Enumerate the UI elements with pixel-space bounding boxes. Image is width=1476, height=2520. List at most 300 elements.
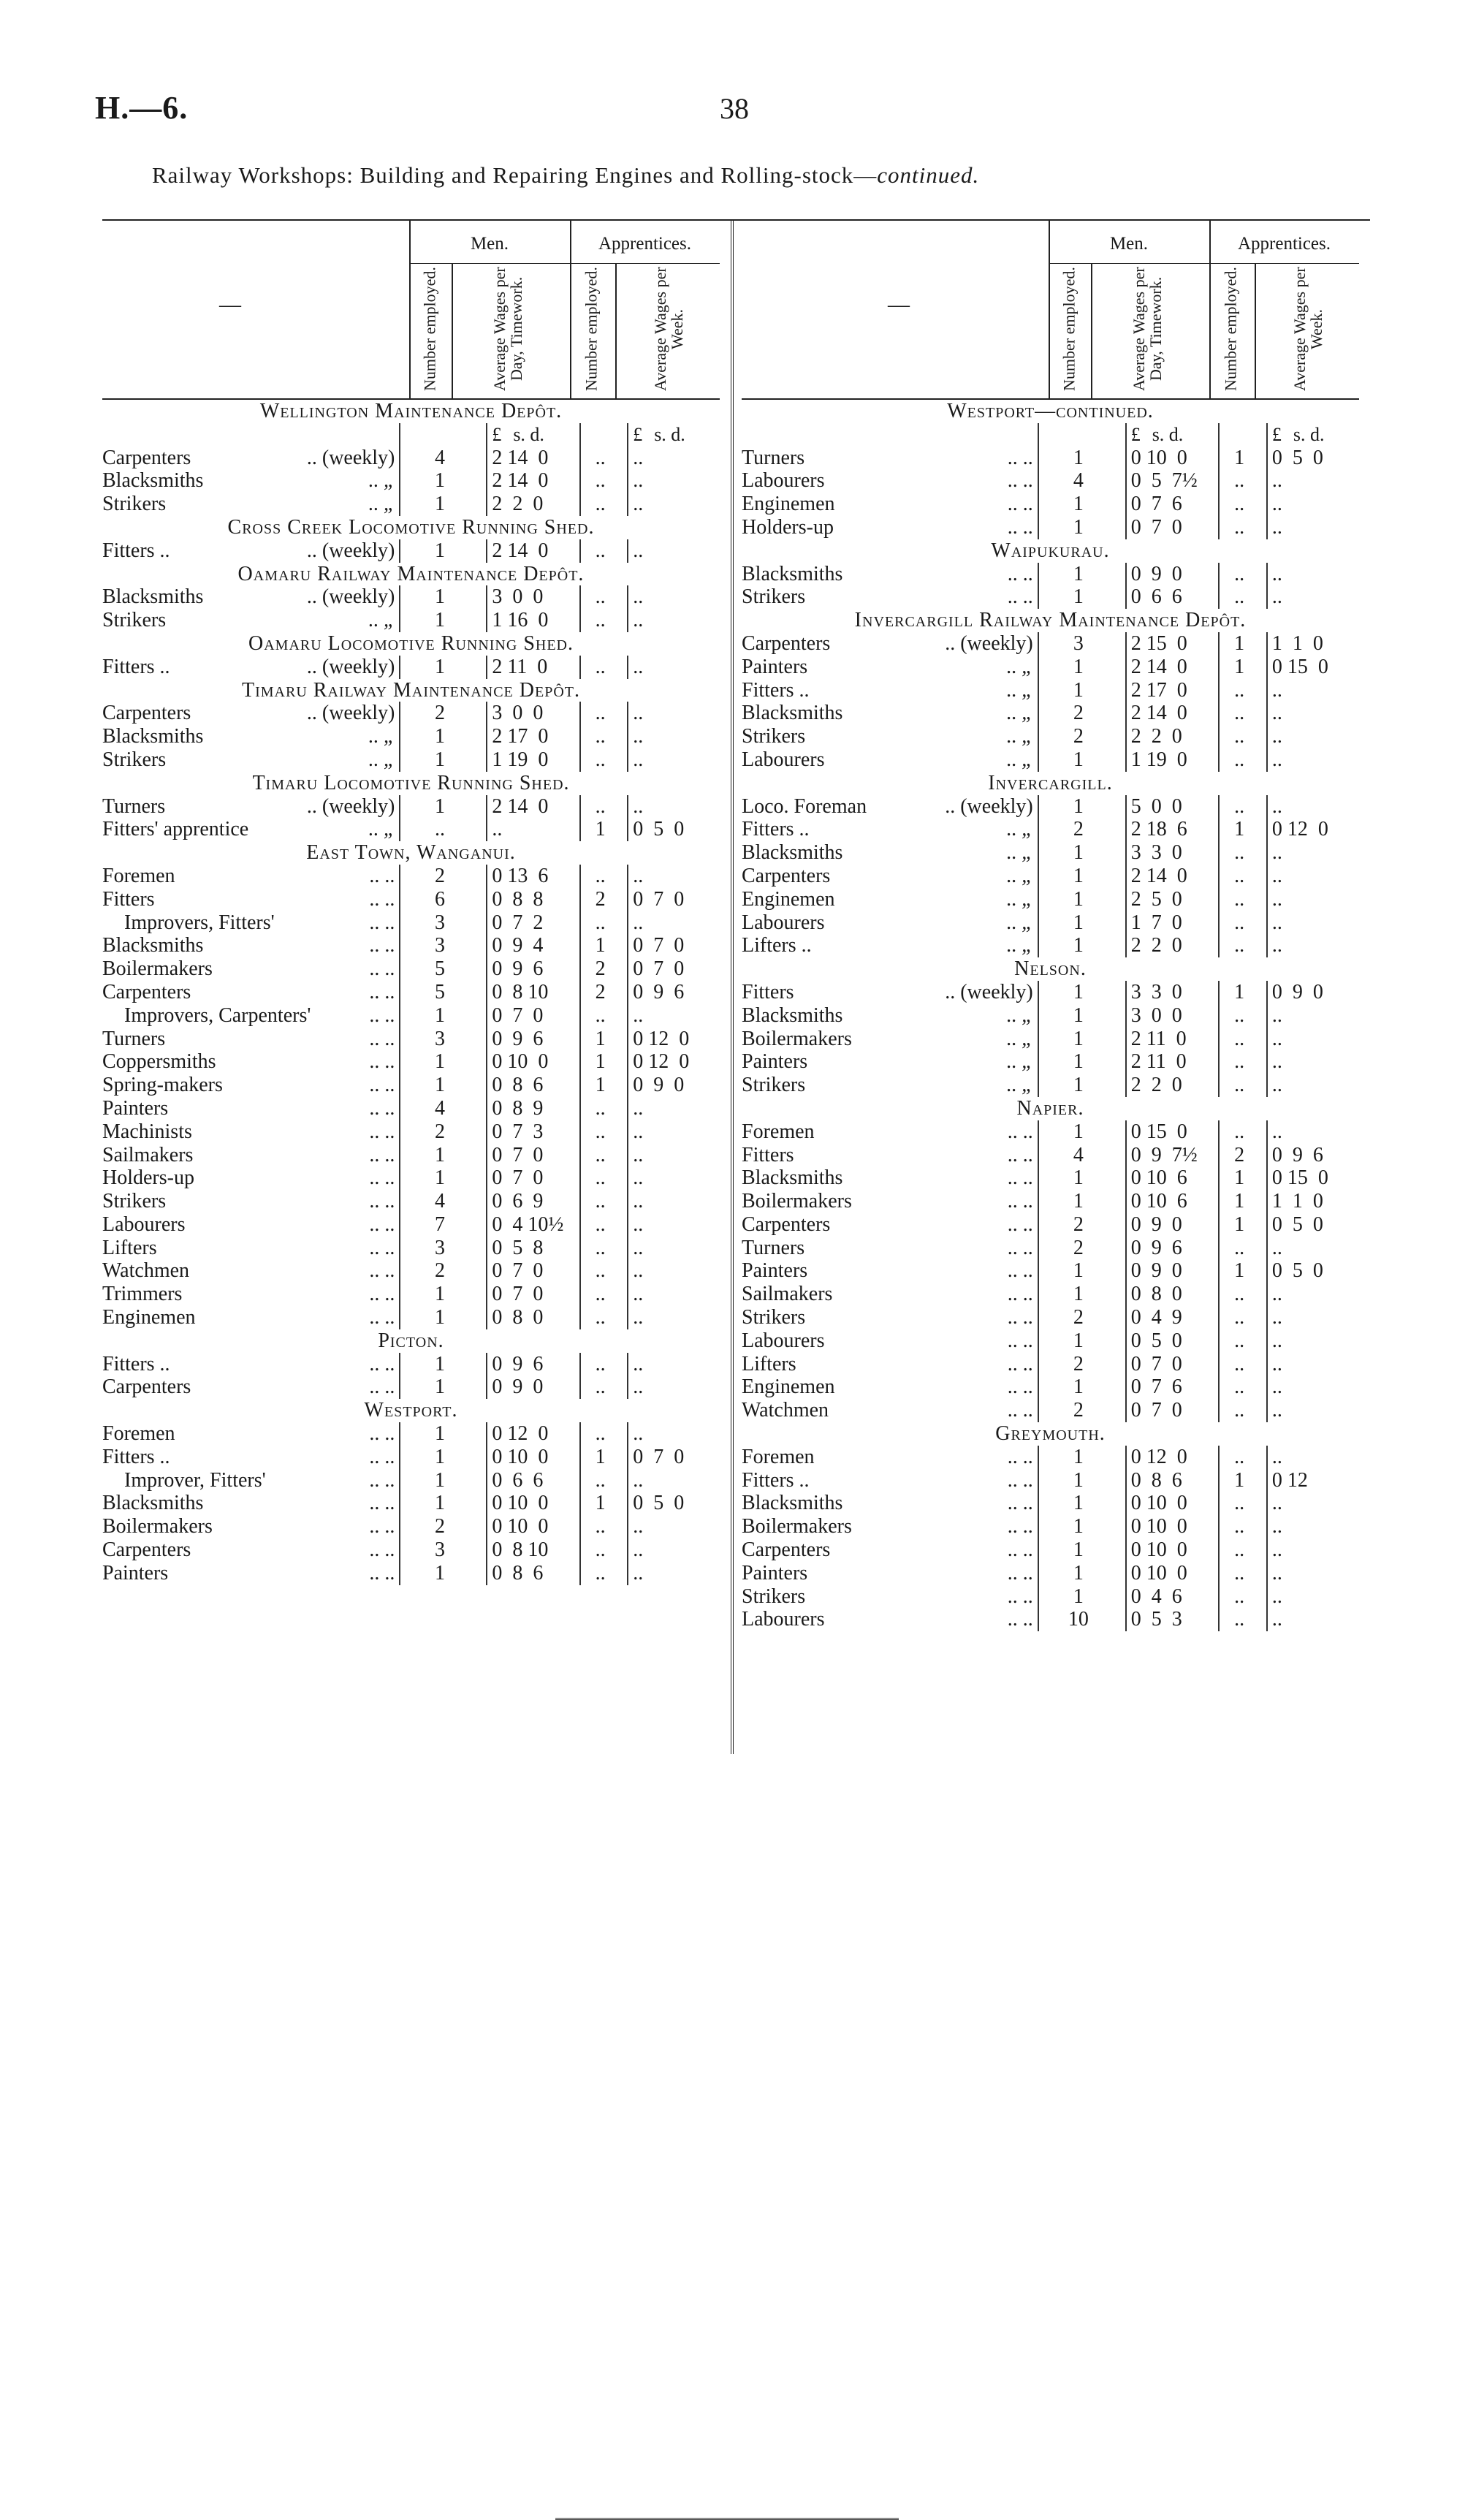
- apprentice-wage: ..: [628, 1237, 720, 1260]
- section-title: Timaru Locomotive Running Shed.: [252, 771, 570, 794]
- basis-note: .. „: [1006, 702, 1033, 725]
- apprentice-number: ..: [580, 865, 620, 888]
- basis-note: .. ..: [369, 1096, 395, 1120]
- trade-name: Boilermakers: [742, 1027, 852, 1050]
- basis: „: [1022, 887, 1033, 911]
- men-wage: 2 14 0: [1126, 702, 1219, 725]
- men-wage: 2 2 0: [487, 493, 579, 516]
- table-row: [742, 1120, 1359, 1144]
- men-number: 1: [400, 1144, 479, 1167]
- men-wage: 0 12 0: [487, 1422, 579, 1446]
- basis-note: .. ..: [369, 1050, 395, 1074]
- apprentice-number: 1: [1219, 632, 1259, 656]
- men-number: 1: [1038, 563, 1118, 586]
- men-number: 2: [1038, 1353, 1118, 1376]
- basis-note: .. ..: [369, 1120, 395, 1143]
- section-title: East Town, Wanganui.: [306, 841, 516, 865]
- apprentice-wage: ..: [628, 1283, 720, 1306]
- apprentice-number: 1: [580, 1446, 620, 1469]
- table-row: [742, 563, 1359, 586]
- basis-note: .. (weekly): [945, 980, 1033, 1003]
- trade-name: Boilermakers: [102, 1515, 213, 1538]
- table-row: [742, 911, 1359, 935]
- men-number: 1: [1038, 1585, 1118, 1609]
- apprentice-wage: ..: [628, 1469, 720, 1492]
- trade-name: Painters: [742, 1050, 808, 1074]
- table-row: [102, 1306, 720, 1329]
- section-title: Oamaru Railway Maintenance Depôt.: [237, 562, 585, 585]
- table-row: [742, 447, 1359, 470]
- apprentice-number: ..: [580, 1237, 620, 1260]
- basis: (weekly): [322, 539, 395, 562]
- basis-note: .. ..: [369, 1236, 395, 1259]
- stub-dash: —: [219, 292, 241, 316]
- men-wage: 0 4 10½: [487, 1213, 579, 1237]
- men-number: 1: [400, 539, 479, 563]
- table-row: [102, 748, 720, 772]
- men-wage: 3 0 0: [487, 585, 579, 609]
- men-number: 1: [1038, 516, 1118, 539]
- trade-name: Fitters ..: [102, 1352, 170, 1375]
- table-row: [102, 1166, 720, 1190]
- apprentice-wage: ..: [628, 469, 720, 493]
- apprentice-wage: ..: [628, 1144, 720, 1167]
- basis-note: .. ..: [1007, 1561, 1033, 1585]
- apprentice-wage: ..: [628, 609, 720, 632]
- basis: „: [1022, 911, 1033, 934]
- apprentice-number: 1: [1219, 1166, 1259, 1190]
- apprentice-number: 1: [1219, 656, 1259, 679]
- table-row: [742, 1259, 1359, 1283]
- men-number: 7: [400, 1213, 479, 1237]
- apprentice-wage: ..: [1267, 1283, 1359, 1306]
- trade-name: Labourers: [742, 1329, 825, 1352]
- men-number: 1: [1038, 888, 1118, 911]
- trade-name: Blacksmiths: [742, 702, 843, 725]
- trade-name: Fitters: [742, 1143, 794, 1166]
- men-wage: ..: [487, 818, 579, 841]
- men-wage: 0 6 6: [487, 1469, 579, 1492]
- men-wage: 0 10 0: [1126, 1515, 1219, 1538]
- trade-name: Loco. Foreman: [742, 794, 867, 818]
- apprentice-wage: 0 7 0: [628, 934, 720, 957]
- table-row: [102, 1492, 720, 1515]
- basis-note: .. ..: [369, 1143, 395, 1166]
- trade-name: Carpenters: [742, 864, 831, 887]
- men-wage: 0 9 0: [487, 1375, 579, 1399]
- section-title: Timaru Railway Maintenance Depôt.: [242, 678, 580, 702]
- apprentice-wage: ..: [628, 1166, 720, 1190]
- table-row: [102, 1074, 720, 1097]
- men-number: 1: [1038, 1469, 1118, 1492]
- apprentice-number: ..: [580, 1469, 620, 1492]
- basis-note: .. „: [1006, 864, 1033, 887]
- men-wage: 2 14 0: [487, 469, 579, 493]
- apprentice-number: ..: [580, 1213, 620, 1237]
- men-wage: 3 3 0: [1126, 981, 1219, 1004]
- apprentice-number: 2: [1219, 1144, 1259, 1167]
- apprentice-wage: ..: [1267, 1538, 1359, 1562]
- apprentice-wage: 0 12 0: [1267, 818, 1359, 841]
- men-number: 1: [1038, 656, 1118, 679]
- apprentice-wage-heading: Average Wages per Week.: [651, 267, 686, 391]
- men-wage: 0 7 6: [1126, 493, 1219, 516]
- trade-name: Boilermakers: [742, 1515, 852, 1538]
- men-number: 1: [400, 1166, 479, 1190]
- basis: „: [383, 493, 395, 516]
- table-row: [742, 1492, 1359, 1515]
- men-number: 1: [1038, 447, 1118, 470]
- basis-note: .. ..: [369, 1212, 395, 1236]
- men-wage: 0 5 7½: [1126, 469, 1219, 493]
- apprentice-wage: ..: [1267, 1306, 1359, 1329]
- table-row: [742, 679, 1359, 702]
- trade-name: Fitters ..: [742, 818, 810, 841]
- apprentice-wage: 0 7 0: [628, 957, 720, 981]
- table-row: [742, 1608, 1359, 1631]
- trade-name: Blacksmiths: [102, 725, 204, 748]
- men-number: 3: [400, 934, 479, 957]
- apprentice-number: 1: [1219, 818, 1259, 841]
- trade-name: Blacksmiths: [742, 1492, 843, 1515]
- men-wage: 0 6 6: [1126, 585, 1219, 609]
- men-number: 2: [400, 1515, 479, 1538]
- basis-note: .. ..: [369, 1283, 395, 1306]
- apprentice-number: ..: [1219, 1375, 1259, 1399]
- men-wage: 1 19 0: [1126, 748, 1219, 772]
- apprentice-wage: ..: [628, 1306, 720, 1329]
- apprentice-wage: ..: [1267, 702, 1359, 725]
- table-row: [102, 1375, 720, 1399]
- men-wage: 0 7 0: [487, 1259, 579, 1283]
- trade-name: Fitters ..: [742, 1468, 810, 1492]
- men-number: 1: [1038, 585, 1118, 609]
- apprentice-wage: ..: [1267, 1353, 1359, 1376]
- apprentice-wage: 0 9 0: [628, 1074, 720, 1097]
- apprentice-wage: 0 9 6: [628, 981, 720, 1004]
- trade-name: Blacksmiths: [742, 562, 843, 585]
- men-wage: 1 16 0: [487, 609, 579, 632]
- table-row: [742, 469, 1359, 493]
- men-number: 1: [1038, 1028, 1118, 1051]
- men-wage: 2 17 0: [1126, 679, 1219, 702]
- table-row: [742, 748, 1359, 772]
- table-row: [102, 1028, 720, 1051]
- apprentice-wage: ..: [628, 1353, 720, 1376]
- table-row: [102, 1004, 720, 1028]
- apprentice-number: ..: [580, 725, 620, 748]
- table-row: [102, 469, 720, 493]
- men-number: 1: [1038, 1446, 1118, 1469]
- table-row: [102, 888, 720, 911]
- men-number: 1: [400, 1283, 479, 1306]
- men-number: 6: [400, 888, 479, 911]
- men-wage: 0 10 6: [1126, 1190, 1219, 1213]
- trade-name: Strikers: [742, 725, 806, 748]
- apprentice-wage: 0 9 0: [1267, 981, 1359, 1004]
- men-wage: 2 14 0: [487, 447, 579, 470]
- trade-name: Strikers: [102, 1190, 167, 1213]
- men-number: 2: [400, 1120, 479, 1144]
- apprentice-number: ..: [1219, 1446, 1259, 1469]
- men-number: 1: [400, 493, 479, 516]
- table-row: [102, 539, 720, 563]
- men-number: 1: [400, 1004, 479, 1028]
- apprentice-number: ..: [1219, 469, 1259, 493]
- apprentice-number: ..: [580, 539, 620, 563]
- apprentice-wage: ..: [1267, 1028, 1359, 1051]
- apprentice-wage: ..: [628, 1538, 720, 1562]
- men-number: 1: [1038, 1492, 1118, 1515]
- basis-note: .. „: [1006, 934, 1033, 957]
- basis: „: [1022, 702, 1033, 725]
- table-row: [742, 1515, 1359, 1538]
- basis: „: [1022, 1050, 1033, 1074]
- table-row: [742, 1213, 1359, 1237]
- basis-note: .. ..: [369, 957, 395, 981]
- men-number: 1: [400, 1353, 479, 1376]
- basis-note: .. ..: [369, 1561, 395, 1585]
- trade-name: Painters: [742, 1561, 808, 1585]
- basis-note: .. (weekly): [306, 655, 395, 678]
- men-number: 1: [400, 1492, 479, 1515]
- apprentice-number: ..: [580, 1004, 620, 1028]
- basis-note: .. ..: [1007, 493, 1033, 516]
- basis-note: .. ..: [1007, 1585, 1033, 1608]
- apprentice-number: ..: [1219, 1283, 1259, 1306]
- apprentice-wage: ..: [1267, 1329, 1359, 1353]
- men-number: 2: [1038, 818, 1118, 841]
- apprentice-number-heading: Number employed.: [1221, 267, 1240, 391]
- men-wage: 0 10 0: [487, 1492, 579, 1515]
- basis: „: [1022, 818, 1033, 841]
- men-wage: 0 8 0: [487, 1306, 579, 1329]
- currency-sd: s. d.: [1152, 423, 1184, 445]
- men-number: 1: [400, 469, 479, 493]
- apprentice-number: ..: [580, 748, 620, 772]
- trade-name: Labourers: [742, 1608, 825, 1631]
- apprentice-number: ..: [580, 1353, 620, 1376]
- basis-note: .. ..: [1007, 1515, 1033, 1538]
- left-rows: [102, 400, 720, 1585]
- basis: „: [1022, 1027, 1033, 1050]
- apprentice-number: ..: [1219, 1306, 1259, 1329]
- apprentice-number: ..: [1219, 1492, 1259, 1515]
- men-number: 1: [400, 748, 479, 772]
- basis: „: [383, 469, 395, 493]
- trade-name: Fitters ..: [102, 1445, 170, 1468]
- men-number: 2: [400, 865, 479, 888]
- table-row: [102, 1120, 720, 1144]
- trade-name: Foremen: [742, 1120, 815, 1143]
- table-row: [102, 1213, 720, 1237]
- men-number: 1: [400, 1562, 479, 1585]
- trade-name: Carpenters: [742, 1212, 831, 1236]
- trade-name: Blacksmiths: [742, 841, 843, 865]
- men-wage: 0 8 8: [487, 888, 579, 911]
- apprentice-wage: 0 15 0: [1267, 1166, 1359, 1190]
- men-number: 1: [1038, 841, 1118, 865]
- apprentice-number: ..: [580, 1515, 620, 1538]
- apprentice-wage: ..: [628, 1259, 720, 1283]
- basis-note: .. „: [1006, 748, 1033, 771]
- men-wage: 0 7 2: [487, 911, 579, 935]
- apprentice-wage: ..: [628, 656, 720, 679]
- men-number: 1: [1038, 865, 1118, 888]
- apprentice-number: ..: [580, 585, 620, 609]
- table-row: [742, 1028, 1359, 1051]
- men-number: 1: [1038, 981, 1118, 1004]
- basis-note: .. ..: [1007, 1212, 1033, 1236]
- apprentice-number: ..: [1219, 1237, 1259, 1260]
- apprentice-number: ..: [580, 1166, 620, 1190]
- apprentice-number: ..: [580, 1120, 620, 1144]
- table-row: [102, 957, 720, 981]
- apprentice-wage: 0 5 0: [1267, 1259, 1359, 1283]
- men-wage: 2 14 0: [1126, 865, 1219, 888]
- trade-name: Turners: [102, 794, 166, 818]
- apprentice-wage: ..: [628, 1515, 720, 1538]
- section-title: Cross Creek Locomotive Running Shed.: [227, 515, 595, 539]
- currency-pounds: £: [1130, 423, 1141, 445]
- trade-name: Improvers, Carpenters': [124, 1003, 311, 1027]
- basis-note: .. ..: [369, 1003, 395, 1027]
- currency-sd: s. d.: [1293, 423, 1325, 445]
- men-number: 2: [1038, 1306, 1118, 1329]
- trade-name: Painters: [742, 655, 808, 678]
- basis-note: .. „: [1006, 887, 1033, 911]
- basis-note: .. (weekly): [306, 794, 395, 818]
- men-wage: 0 7 0: [487, 1283, 579, 1306]
- basis-note: .. „: [1006, 678, 1033, 702]
- apprentice-wage: 0 5 0: [628, 818, 720, 841]
- table-row: [102, 1515, 720, 1538]
- basis: „: [1022, 841, 1033, 865]
- table-row: [742, 1306, 1359, 1329]
- basis-note: .. „: [368, 725, 395, 748]
- men-wage: 2 14 0: [1126, 656, 1219, 679]
- apprentice-wage: ..: [1267, 1120, 1359, 1144]
- basis: (weekly): [322, 655, 395, 678]
- men-number: 3: [1038, 632, 1118, 656]
- apprentice-number: ..: [580, 1283, 620, 1306]
- trade-name: Enginemen: [742, 493, 835, 516]
- men-number: 1: [400, 1469, 479, 1492]
- men-number: 1: [400, 1306, 479, 1329]
- apprentice-number: ..: [580, 1375, 620, 1399]
- apprentice-wage: ..: [628, 539, 720, 563]
- basis-note: .. ..: [1007, 1468, 1033, 1492]
- apprentice-wage: ..: [628, 795, 720, 819]
- basis-note: .. ..: [1007, 1399, 1033, 1422]
- basis: „: [1022, 748, 1033, 771]
- section-title: Invercargill.: [988, 771, 1113, 794]
- basis-note: .. ..: [369, 1375, 395, 1399]
- apprentice-number: ..: [1219, 679, 1259, 702]
- table-row: [742, 1375, 1359, 1399]
- trade-name: Labourers: [742, 469, 825, 493]
- basis-note: .. ..: [1007, 446, 1033, 469]
- section-title: Greymouth.: [995, 1422, 1106, 1446]
- apprentice-number: 2: [580, 888, 620, 911]
- men-number: 4: [400, 1190, 479, 1213]
- trade-name: Holders-up: [102, 1166, 194, 1190]
- apprentice-number: 1: [580, 1028, 620, 1051]
- table-row: [742, 1353, 1359, 1376]
- trade-name: Sailmakers: [102, 1143, 194, 1166]
- apprentice-wage: ..: [1267, 1608, 1359, 1631]
- basis-note: .. ..: [369, 864, 395, 887]
- basis: (weekly): [322, 446, 395, 469]
- section-title: Oamaru Locomotive Running Shed.: [248, 631, 574, 655]
- trade-name: Blacksmiths: [102, 469, 204, 493]
- trade-name: Coppersmiths: [102, 1050, 216, 1074]
- apprentice-wage: ..: [628, 1097, 720, 1120]
- men-wage: 0 7 0: [1126, 1353, 1219, 1376]
- right-table: [742, 219, 1359, 1769]
- apprentice-number: 1: [1219, 447, 1259, 470]
- trade-name: Painters: [102, 1561, 169, 1585]
- section-heading: [102, 516, 720, 539]
- basis: „: [383, 818, 395, 841]
- apprentice-number: ..: [1219, 725, 1259, 748]
- apprentice-number: ..: [1219, 1515, 1259, 1538]
- basis: (weekly): [322, 702, 395, 725]
- men-wage: 0 10 0: [1126, 447, 1219, 470]
- basis-note: .. „: [368, 469, 395, 493]
- stub-dash: —: [888, 292, 910, 316]
- apprentice-number: ..: [1219, 702, 1259, 725]
- hdr-divider: [1255, 263, 1256, 398]
- table-row: [102, 702, 720, 725]
- table-row: [742, 1562, 1359, 1585]
- men-wage: 2 14 0: [487, 795, 579, 819]
- men-number: 4: [400, 1097, 479, 1120]
- table-row: [102, 818, 720, 841]
- men-wage: 0 5 0: [1126, 1329, 1219, 1353]
- apprentice-number: ..: [1219, 841, 1259, 865]
- trade-name: Strikers: [742, 1074, 806, 1097]
- trade-name: Lifters ..: [742, 934, 812, 957]
- table-row: [102, 725, 720, 748]
- men-wage: 0 5 8: [487, 1237, 579, 1260]
- table-row: [742, 795, 1359, 819]
- trade-name: Spring-makers: [102, 1074, 223, 1097]
- men-number: 1: [1038, 934, 1118, 957]
- apprentice-number: ..: [1219, 888, 1259, 911]
- men-wage: 0 9 6: [487, 1028, 579, 1051]
- men-wage: 0 4 9: [1126, 1306, 1219, 1329]
- apprentice-number: ..: [1219, 1028, 1259, 1051]
- apprentice-wage: ..: [1267, 1004, 1359, 1028]
- apprentice-number: ..: [1219, 1004, 1259, 1028]
- basis-note: .. ..: [369, 1259, 395, 1283]
- basis-note: .. ..: [1007, 1143, 1033, 1166]
- men-number: 4: [1038, 1144, 1118, 1167]
- apprentice-wage: ..: [1267, 911, 1359, 935]
- basis-note: .. ..: [369, 1422, 395, 1446]
- table-row: [742, 865, 1359, 888]
- trade-name: Turners: [102, 1027, 166, 1050]
- table-row: [742, 1074, 1359, 1097]
- apprentice-number: ..: [580, 1538, 620, 1562]
- apprentice-number: ..: [1219, 1074, 1259, 1097]
- apprentice-wage: ..: [628, 1213, 720, 1237]
- apprentice-number: ..: [580, 795, 620, 819]
- table-row: [742, 656, 1359, 679]
- table-row: [742, 934, 1359, 957]
- apprentice-number: ..: [1219, 911, 1259, 935]
